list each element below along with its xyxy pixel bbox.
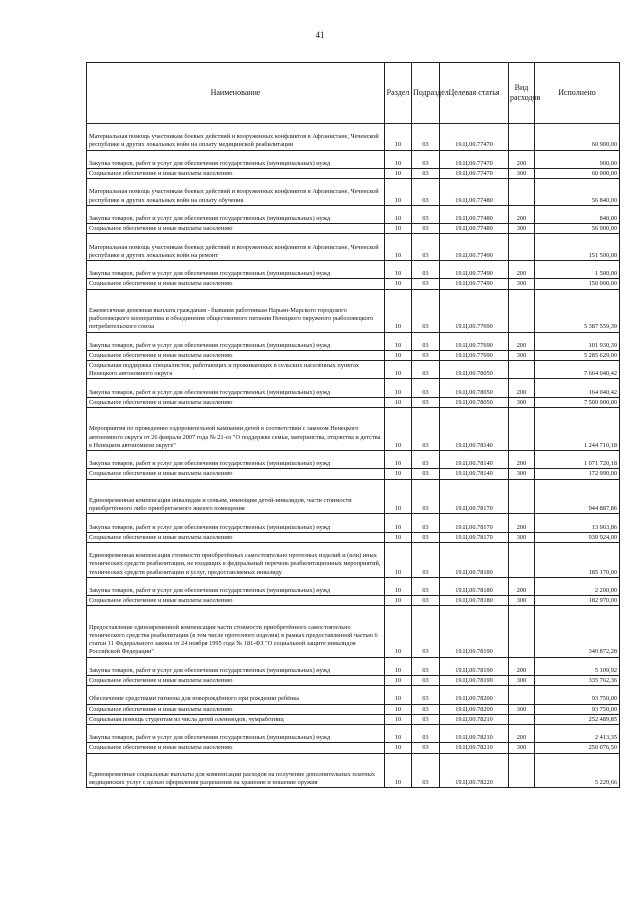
row-subsection: 03	[412, 260, 440, 278]
row-target-article: 19.Ц.00.77470	[440, 124, 509, 151]
table-row	[87, 714, 620, 724]
table-row	[87, 514, 620, 532]
row-section: 10	[385, 279, 412, 289]
row-amount: 335 762,36	[535, 675, 620, 685]
row-section: 10	[385, 596, 412, 606]
row-amount: 1 071 720,18	[535, 451, 620, 469]
row-target-article: 19.Ц.00.78210	[440, 724, 509, 742]
row-expense-type	[509, 124, 535, 151]
row-subsection: 03	[412, 514, 440, 532]
row-name: Материальная помощь участникам боевых действий и вооруженных конфликтов в Афганистане, Чеченской республике и других локальных войн на ремонт	[87, 234, 385, 261]
row-amount: 93 750,00	[535, 704, 620, 714]
table-row	[87, 606, 620, 657]
row-section: 10	[385, 179, 412, 206]
row-subsection: 03	[412, 205, 440, 223]
row-amount: 56 000,00	[535, 224, 620, 234]
row-amount: 13 963,86	[535, 514, 620, 532]
row-expense-type: 300	[509, 397, 535, 407]
row-expense-type: 300	[509, 224, 535, 234]
row-subsection: 03	[412, 179, 440, 206]
table-row	[87, 260, 620, 278]
row-name: Социальное обеспечение и иные выплаты населению	[87, 469, 385, 479]
row-target-article: 19.Ц.00.77490	[440, 279, 509, 289]
row-subsection: 03	[412, 289, 440, 332]
row-name: Единовременная компенсация стоимости приобретённых самостоятельно протезных изделий и (или) иных технических средств реабилитации, не входящих в федеральный перечень реабилитационных мероприятий, технических средств реабилитации и услуг, предоставляемых инвалиду	[87, 543, 385, 578]
row-section: 10	[385, 124, 412, 151]
table-row	[87, 150, 620, 168]
table-row	[87, 332, 620, 350]
row-subsection: 03	[412, 543, 440, 578]
row-subsection: 03	[412, 479, 440, 514]
row-target-article: 19.Ц.00.78200	[440, 686, 509, 704]
row-amount: 7 664 040,42	[535, 361, 620, 379]
row-amount: 1 500,00	[535, 260, 620, 278]
table-row	[87, 577, 620, 595]
row-name: Единовременная компенсация инвалидам и семьям, имеющим детей-инвалидов, части стоимости приобретённого либо приобретаемого жилого помещения	[87, 479, 385, 514]
row-amount: 930 924,00	[535, 532, 620, 542]
row-target-article: 19.Ц.00.78170	[440, 479, 509, 514]
row-subsection: 03	[412, 168, 440, 178]
row-target-article: 19.Ц.00.77480	[440, 179, 509, 206]
row-subsection: 03	[412, 675, 440, 685]
table-header-row	[87, 63, 620, 124]
row-amount: 252 489,85	[535, 714, 620, 724]
row-name: Материальная помощь участникам боевых действий и вооруженных конфликтов в Афганистане, Чеченской республике и других локальных войн на оплату медицинской реабилитации	[87, 124, 385, 151]
row-amount: 185 170,00	[535, 543, 620, 578]
table-row	[87, 205, 620, 223]
table-row	[87, 532, 620, 542]
row-name: Закупка товаров, работ и услуг для обеспечения государственных (муниципальных) нужд	[87, 514, 385, 532]
row-subsection: 03	[412, 234, 440, 261]
row-amount: 5 229,66	[535, 753, 620, 788]
row-expense-type	[509, 753, 535, 788]
row-name: Закупка товаров, работ и услуг для обеспечения государственных (муниципальных) нужд	[87, 577, 385, 595]
row-target-article: 19.Ц.00.77470	[440, 168, 509, 178]
row-section: 10	[385, 234, 412, 261]
header-target-article: Целевая статья	[440, 63, 509, 124]
row-target-article: 19.Ц.00.78140	[440, 469, 509, 479]
row-amount: 5 109,92	[535, 657, 620, 675]
table-row	[87, 361, 620, 379]
row-section: 10	[385, 379, 412, 397]
row-name: Социальное обеспечение и иные выплаты населению	[87, 532, 385, 542]
table-row	[87, 479, 620, 514]
row-expense-type: 300	[509, 596, 535, 606]
row-section: 10	[385, 332, 412, 350]
row-target-article: 19.Ц.00.77690	[440, 350, 509, 360]
row-target-article: 19.Ц.00.78210	[440, 714, 509, 724]
table-row	[87, 469, 620, 479]
row-expense-type: 300	[509, 675, 535, 685]
row-amount: 5 387 559,39	[535, 289, 620, 332]
row-expense-type: 300	[509, 532, 535, 542]
row-target-article: 19.Ц.00.78050	[440, 379, 509, 397]
row-subsection: 03	[412, 451, 440, 469]
row-section: 10	[385, 714, 412, 724]
row-expense-type: 200	[509, 260, 535, 278]
row-section: 10	[385, 479, 412, 514]
row-amount: 101 930,39	[535, 332, 620, 350]
row-expense-type: 200	[509, 577, 535, 595]
row-expense-type: 300	[509, 279, 535, 289]
row-expense-type: 200	[509, 205, 535, 223]
row-name: Социальное обеспечение и иные выплаты населению	[87, 397, 385, 407]
row-amount: 944 887,86	[535, 479, 620, 514]
table-row	[87, 704, 620, 714]
row-target-article: 19.Ц.00.78140	[440, 451, 509, 469]
row-name: Закупка товаров, работ и услуг для обеспечения государственных (муниципальных) нужд	[87, 379, 385, 397]
row-amount: 60 000,00	[535, 168, 620, 178]
row-target-article: 19.Ц.00.78180	[440, 577, 509, 595]
row-amount: 5 285 629,00	[535, 350, 620, 360]
row-section: 10	[385, 743, 412, 753]
row-section: 10	[385, 397, 412, 407]
row-section: 10	[385, 606, 412, 657]
row-name: Закупка товаров, работ и услуг для обеспечения государственных (муниципальных) нужд	[87, 205, 385, 223]
row-name: Социальное обеспечение и иные выплаты населению	[87, 224, 385, 234]
row-target-article: 19.Ц.00.78190	[440, 606, 509, 657]
row-amount: 93 750,00	[535, 686, 620, 704]
row-expense-type: 300	[509, 168, 535, 178]
row-subsection: 03	[412, 350, 440, 360]
row-section: 10	[385, 350, 412, 360]
row-subsection: 03	[412, 124, 440, 151]
row-name: Предоставление единовременной компенсации части стоимости приобретённого самостоятельно технического средства реабилитации (в том числе протезного изделия) в рамках предоставленной частью 6 статьи 11 Федерального закона от 24 ноября 1995 года № 181-ФЗ "О социальной защите инвалидов Российской Федерации"	[87, 606, 385, 657]
row-name: Материальная помощь участникам боевых действий и вооруженных конфликтов в Афганистане, Чеченской республике и других локальных войн на оплату обучения	[87, 179, 385, 206]
row-subsection: 03	[412, 724, 440, 742]
row-target-article: 19.Ц.00.78200	[440, 704, 509, 714]
row-amount: 60 900,00	[535, 124, 620, 151]
row-target-article: 19.Ц.00.77480	[440, 224, 509, 234]
row-section: 10	[385, 150, 412, 168]
row-target-article: 19.Ц.00.78170	[440, 514, 509, 532]
row-section: 10	[385, 577, 412, 595]
row-name: Социальное обеспечение и иные выплаты населению	[87, 279, 385, 289]
row-name: Социальное обеспечение и иные выплаты населению	[87, 704, 385, 714]
table-row	[87, 279, 620, 289]
row-name: Единовременные социальные выплаты для компенсации расходов на получение дополнительных платных медицинских услуг с целью оформления разрешения на хранение и ношение оружия	[87, 753, 385, 788]
row-name: Закупка товаров, работ и услуг для обеспечения государственных (муниципальных) нужд	[87, 657, 385, 675]
row-expense-type: 200	[509, 451, 535, 469]
table-row	[87, 224, 620, 234]
table-row	[87, 168, 620, 178]
row-target-article: 19.Ц.00.78170	[440, 532, 509, 542]
row-name: Социальное обеспечение и иные выплаты населению	[87, 743, 385, 753]
row-name: Социальное обеспечение и иные выплаты населению	[87, 350, 385, 360]
row-target-article: 19.Ц.00.77470	[440, 150, 509, 168]
row-expense-type: 200	[509, 724, 535, 742]
row-name: Социальное обеспечение и иные выплаты населению	[87, 675, 385, 685]
row-expense-type	[509, 361, 535, 379]
row-subsection: 03	[412, 408, 440, 451]
row-subsection: 03	[412, 606, 440, 657]
row-expense-type: 200	[509, 379, 535, 397]
row-name: Мероприятия по проведению оздоровительной кампании детей в соответствии с законом Ненецкого автономного округа от 26 февраля 2007 года № 21-оз "О поддержке семьи, материнства, отцовства и детства в Ненецком автономном округе"	[87, 408, 385, 451]
row-amount: 900,00	[535, 150, 620, 168]
table-row	[87, 724, 620, 742]
row-amount: 172 990,00	[535, 469, 620, 479]
row-expense-type: 200	[509, 657, 535, 675]
row-target-article: 19.Ц.00.77690	[440, 289, 509, 332]
page-number: 41	[315, 30, 325, 40]
table-row	[87, 408, 620, 451]
row-expense-type: 200	[509, 332, 535, 350]
row-amount: 164 040,42	[535, 379, 620, 397]
table-row	[87, 657, 620, 675]
row-target-article: 19.Ц.00.77490	[440, 234, 509, 261]
header-subsection: Подраздел	[412, 63, 440, 124]
row-amount: 840,00	[535, 205, 620, 223]
row-target-article: 19.Ц.00.77480	[440, 205, 509, 223]
row-amount: 7 500 000,00	[535, 397, 620, 407]
row-target-article: 19.Ц.00.78140	[440, 408, 509, 451]
row-subsection: 03	[412, 714, 440, 724]
row-target-article: 19.Ц.00.78050	[440, 361, 509, 379]
row-section: 10	[385, 543, 412, 578]
row-amount: 1 244 710,18	[535, 408, 620, 451]
row-section: 10	[385, 514, 412, 532]
row-target-article: 19.Ц.00.78050	[440, 397, 509, 407]
row-target-article: 19.Ц.00.77490	[440, 260, 509, 278]
row-section: 10	[385, 675, 412, 685]
row-subsection: 03	[412, 577, 440, 595]
row-subsection: 03	[412, 532, 440, 542]
row-expense-type	[509, 179, 535, 206]
row-name: Социальное обеспечение и иные выплаты населению	[87, 168, 385, 178]
header-name: Наименование	[87, 63, 385, 124]
row-amount: 150 000,00	[535, 279, 620, 289]
row-subsection: 03	[412, 397, 440, 407]
row-expense-type: 300	[509, 469, 535, 479]
row-name: Закупка товаров, работ и услуг для обеспечения государственных (муниципальных) нужд	[87, 332, 385, 350]
row-subsection: 03	[412, 753, 440, 788]
row-subsection: 03	[412, 686, 440, 704]
row-section: 10	[385, 753, 412, 788]
row-section: 10	[385, 408, 412, 451]
table-row	[87, 543, 620, 578]
row-expense-type	[509, 714, 535, 724]
row-amount: 151 500,00	[535, 234, 620, 261]
row-expense-type	[509, 479, 535, 514]
row-subsection: 03	[412, 743, 440, 753]
row-target-article: 19.Ц.00.77690	[440, 332, 509, 350]
table-row	[87, 397, 620, 407]
row-section: 10	[385, 686, 412, 704]
row-section: 10	[385, 361, 412, 379]
table-row	[87, 451, 620, 469]
table-row	[87, 234, 620, 261]
row-section: 10	[385, 289, 412, 332]
table-row	[87, 124, 620, 151]
table-row	[87, 753, 620, 788]
row-amount: 56 840,00	[535, 179, 620, 206]
row-target-article: 19.Ц.00.78190	[440, 675, 509, 685]
row-subsection: 03	[412, 657, 440, 675]
row-section: 10	[385, 260, 412, 278]
row-expense-type: 200	[509, 514, 535, 532]
table-row	[87, 596, 620, 606]
table-row	[87, 743, 620, 753]
row-name: Социальная помощь студентам из числа детей оленеводов, чумработниц	[87, 714, 385, 724]
header-executed: Исполнено	[535, 63, 620, 124]
row-name: Закупка товаров, работ и услуг для обеспечения государственных (муниципальных) нужд	[87, 260, 385, 278]
header-section: Раздел	[385, 63, 412, 124]
row-section: 10	[385, 224, 412, 234]
row-amount: 2 413,35	[535, 724, 620, 742]
row-section: 10	[385, 205, 412, 223]
row-expense-type: 200	[509, 150, 535, 168]
row-expense-type: 300	[509, 704, 535, 714]
row-target-article: 19.Ц.00.78210	[440, 743, 509, 753]
row-amount: 2 200,00	[535, 577, 620, 595]
row-subsection: 03	[412, 224, 440, 234]
row-expense-type	[509, 543, 535, 578]
row-target-article: 19.Ц.00.78180	[440, 596, 509, 606]
row-subsection: 03	[412, 596, 440, 606]
row-section: 10	[385, 724, 412, 742]
row-subsection: 03	[412, 279, 440, 289]
row-name: Закупка товаров, работ и услуг для обеспечения государственных (муниципальных) нужд	[87, 150, 385, 168]
header-expense-type: Вид расходов	[509, 63, 535, 124]
row-name: Закупка товаров, работ и услуг для обеспечения государственных (муниципальных) нужд	[87, 724, 385, 742]
row-section: 10	[385, 451, 412, 469]
row-expense-type	[509, 408, 535, 451]
table-row	[87, 675, 620, 685]
row-section: 10	[385, 532, 412, 542]
row-subsection: 03	[412, 379, 440, 397]
table-row	[87, 686, 620, 704]
row-expense-type	[509, 234, 535, 261]
row-name: Закупка товаров, работ и услуг для обеспечения государственных (муниципальных) нужд	[87, 451, 385, 469]
row-expense-type	[509, 606, 535, 657]
row-amount: 340 872,28	[535, 606, 620, 657]
row-subsection: 03	[412, 332, 440, 350]
row-subsection: 03	[412, 361, 440, 379]
row-amount: 250 076,50	[535, 743, 620, 753]
table-row	[87, 350, 620, 360]
table-row	[87, 179, 620, 206]
row-subsection: 03	[412, 704, 440, 714]
row-target-article: 19.Ц.00.78190	[440, 657, 509, 675]
row-section: 10	[385, 657, 412, 675]
row-subsection: 03	[412, 469, 440, 479]
row-name: Социальное обеспечение и иные выплаты населению	[87, 596, 385, 606]
row-target-article: 19.Ц.00.78220	[440, 753, 509, 788]
row-subsection: 03	[412, 150, 440, 168]
row-section: 10	[385, 469, 412, 479]
row-expense-type: 300	[509, 350, 535, 360]
row-section: 10	[385, 704, 412, 714]
row-expense-type: 300	[509, 743, 535, 753]
row-target-article: 19.Ц.00.78180	[440, 543, 509, 578]
table-row	[87, 379, 620, 397]
row-expense-type	[509, 289, 535, 332]
row-section: 10	[385, 168, 412, 178]
row-name: Ежемесячная денежная выплата гражданам - бывшим работникам Нарьян-Марского городского рыболовецкого кооператива и объединения общественного питания Ненецкого окружного рыболовецкого потребительского союза	[87, 289, 385, 332]
row-expense-type	[509, 686, 535, 704]
budget-table	[86, 62, 620, 788]
row-name: Обеспечение средствами гигиены для новорождённого при рождении ребёнка	[87, 686, 385, 704]
row-amount: 182 970,00	[535, 596, 620, 606]
row-name: Социальная поддержка специалистов, работающих и проживающих в сельских населённых пунктах Ненецкого автономного округа	[87, 361, 385, 379]
table-row	[87, 289, 620, 332]
